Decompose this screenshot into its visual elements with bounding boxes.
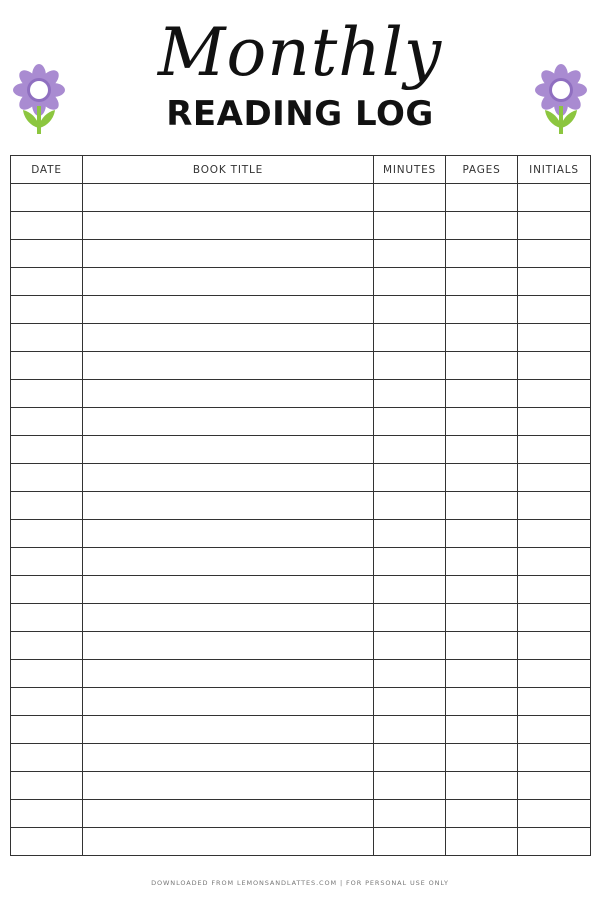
book-title-cell[interactable] [83, 772, 374, 800]
book-title-cell[interactable] [83, 352, 374, 380]
column-header-pages: PAGES [446, 156, 518, 184]
pages-cell[interactable] [446, 660, 518, 688]
table-row [11, 548, 591, 576]
pages-cell[interactable] [446, 772, 518, 800]
pages-cell[interactable] [446, 352, 518, 380]
initials-cell[interactable] [518, 828, 591, 856]
column-header-book-title: BOOK TITLE [83, 156, 374, 184]
table-row [11, 296, 591, 324]
date-cell[interactable] [11, 632, 83, 660]
minutes-cell[interactable] [374, 296, 446, 324]
initials-cell[interactable] [518, 688, 591, 716]
date-cell[interactable] [11, 436, 83, 464]
book-title-cell[interactable] [83, 408, 374, 436]
table-row [11, 184, 591, 212]
minutes-cell[interactable] [374, 828, 446, 856]
minutes-cell[interactable] [374, 492, 446, 520]
date-cell[interactable] [11, 548, 83, 576]
date-cell[interactable] [11, 660, 83, 688]
table-row [11, 492, 591, 520]
initials-cell[interactable] [518, 576, 591, 604]
table-row [11, 240, 591, 268]
table-row [11, 352, 591, 380]
initials-cell[interactable] [518, 632, 591, 660]
pages-cell[interactable] [446, 492, 518, 520]
pages-cell[interactable] [446, 604, 518, 632]
book-title-cell[interactable] [83, 296, 374, 324]
minutes-cell[interactable] [374, 744, 446, 772]
pages-cell[interactable] [446, 184, 518, 212]
table-row [11, 380, 591, 408]
date-cell[interactable] [11, 408, 83, 436]
book-title-cell[interactable] [83, 268, 374, 296]
pages-cell[interactable] [446, 408, 518, 436]
book-title-cell[interactable] [83, 464, 374, 492]
pages-cell[interactable] [446, 800, 518, 828]
table-row [11, 436, 591, 464]
pages-cell[interactable] [446, 716, 518, 744]
minutes-cell[interactable] [374, 520, 446, 548]
initials-cell[interactable] [518, 296, 591, 324]
date-cell[interactable] [11, 184, 83, 212]
table-row [11, 828, 591, 856]
flower-icon-left [12, 62, 66, 136]
table-body [11, 184, 591, 856]
book-title-cell[interactable] [83, 492, 374, 520]
pages-cell[interactable] [446, 828, 518, 856]
table-row [11, 660, 591, 688]
column-header-date: DATE [11, 156, 83, 184]
table-row [11, 268, 591, 296]
date-cell[interactable] [11, 380, 83, 408]
table-row [11, 324, 591, 352]
pages-cell[interactable] [446, 268, 518, 296]
minutes-cell[interactable] [374, 632, 446, 660]
book-title-cell[interactable] [83, 240, 374, 268]
table-row [11, 464, 591, 492]
flower-icon-right [534, 62, 588, 136]
table-row [11, 408, 591, 436]
initials-cell[interactable] [518, 492, 591, 520]
date-cell[interactable] [11, 744, 83, 772]
date-cell[interactable] [11, 352, 83, 380]
minutes-cell[interactable] [374, 324, 446, 352]
book-title-cell[interactable] [83, 604, 374, 632]
initials-cell[interactable] [518, 240, 591, 268]
book-title-cell[interactable] [83, 184, 374, 212]
initials-cell[interactable] [518, 268, 591, 296]
initials-cell[interactable] [518, 436, 591, 464]
initials-cell[interactable] [518, 660, 591, 688]
table-header-row [11, 156, 591, 184]
book-title-cell[interactable] [83, 744, 374, 772]
pages-cell[interactable] [446, 240, 518, 268]
initials-cell[interactable] [518, 520, 591, 548]
initials-cell[interactable] [518, 184, 591, 212]
pages-cell[interactable] [446, 212, 518, 240]
pages-cell[interactable] [446, 324, 518, 352]
minutes-cell[interactable] [374, 352, 446, 380]
pages-cell[interactable] [446, 632, 518, 660]
minutes-cell[interactable] [374, 576, 446, 604]
minutes-cell[interactable] [374, 716, 446, 744]
column-header-initials: INITIALS [518, 156, 591, 184]
book-title-cell[interactable] [83, 716, 374, 744]
date-cell[interactable] [11, 464, 83, 492]
table-row [11, 800, 591, 828]
pages-cell[interactable] [446, 520, 518, 548]
pages-cell[interactable] [446, 688, 518, 716]
reading-log-table [10, 155, 591, 856]
table-row [11, 632, 591, 660]
page-title-script: Monthly [157, 14, 443, 91]
initials-cell[interactable] [518, 380, 591, 408]
table-row [11, 576, 591, 604]
minutes-cell[interactable] [374, 212, 446, 240]
initials-cell[interactable] [518, 548, 591, 576]
date-cell[interactable] [11, 688, 83, 716]
date-cell[interactable] [11, 576, 83, 604]
minutes-cell[interactable] [374, 184, 446, 212]
date-cell[interactable] [11, 240, 83, 268]
date-cell[interactable] [11, 212, 83, 240]
book-title-cell[interactable] [83, 212, 374, 240]
minutes-cell[interactable] [374, 604, 446, 632]
table-row [11, 716, 591, 744]
date-cell[interactable] [11, 492, 83, 520]
date-cell[interactable] [11, 324, 83, 352]
minutes-cell[interactable] [374, 688, 446, 716]
book-title-cell[interactable] [83, 380, 374, 408]
date-cell[interactable] [11, 296, 83, 324]
initials-cell[interactable] [518, 212, 591, 240]
book-title-cell[interactable] [83, 436, 374, 464]
flower-icon [12, 62, 66, 136]
date-cell[interactable] [11, 828, 83, 856]
pages-cell[interactable] [446, 548, 518, 576]
minutes-cell[interactable] [374, 772, 446, 800]
table-row [11, 520, 591, 548]
minutes-cell[interactable] [374, 660, 446, 688]
column-header-minutes: MINUTES [374, 156, 446, 184]
minutes-cell[interactable] [374, 464, 446, 492]
flower-icon [534, 62, 588, 136]
minutes-cell[interactable] [374, 436, 446, 464]
date-cell[interactable] [11, 772, 83, 800]
book-title-cell[interactable] [83, 576, 374, 604]
initials-cell[interactable] [518, 604, 591, 632]
initials-cell[interactable] [518, 716, 591, 744]
book-title-cell[interactable] [83, 324, 374, 352]
page-title-bold: READING LOG [166, 94, 434, 134]
table-row [11, 688, 591, 716]
minutes-cell[interactable] [374, 408, 446, 436]
book-title-cell[interactable] [83, 800, 374, 828]
book-title-cell[interactable] [83, 660, 374, 688]
book-title-cell[interactable] [83, 520, 374, 548]
book-title-cell[interactable] [83, 828, 374, 856]
initials-cell[interactable] [518, 772, 591, 800]
table-row [11, 772, 591, 800]
book-title-cell[interactable] [83, 688, 374, 716]
footer-credit: DOWNLOADED FROM LEMONSANDLATTES.COM | FOR PERSONAL USE ONLY [151, 879, 449, 887]
pages-cell[interactable] [446, 576, 518, 604]
date-cell[interactable] [11, 520, 83, 548]
initials-cell[interactable] [518, 324, 591, 352]
initials-cell[interactable] [518, 352, 591, 380]
pages-cell[interactable] [446, 464, 518, 492]
minutes-cell[interactable] [374, 240, 446, 268]
date-cell[interactable] [11, 268, 83, 296]
initials-cell[interactable] [518, 464, 591, 492]
minutes-cell[interactable] [374, 548, 446, 576]
minutes-cell[interactable] [374, 380, 446, 408]
date-cell[interactable] [11, 800, 83, 828]
book-title-cell[interactable] [83, 548, 374, 576]
pages-cell[interactable] [446, 296, 518, 324]
pages-cell[interactable] [446, 436, 518, 464]
initials-cell[interactable] [518, 800, 591, 828]
table-row [11, 744, 591, 772]
initials-cell[interactable] [518, 744, 591, 772]
minutes-cell[interactable] [374, 800, 446, 828]
table-row [11, 212, 591, 240]
date-cell[interactable] [11, 716, 83, 744]
minutes-cell[interactable] [374, 268, 446, 296]
initials-cell[interactable] [518, 408, 591, 436]
table-row [11, 604, 591, 632]
book-title-cell[interactable] [83, 632, 374, 660]
pages-cell[interactable] [446, 380, 518, 408]
pages-cell[interactable] [446, 744, 518, 772]
date-cell[interactable] [11, 604, 83, 632]
